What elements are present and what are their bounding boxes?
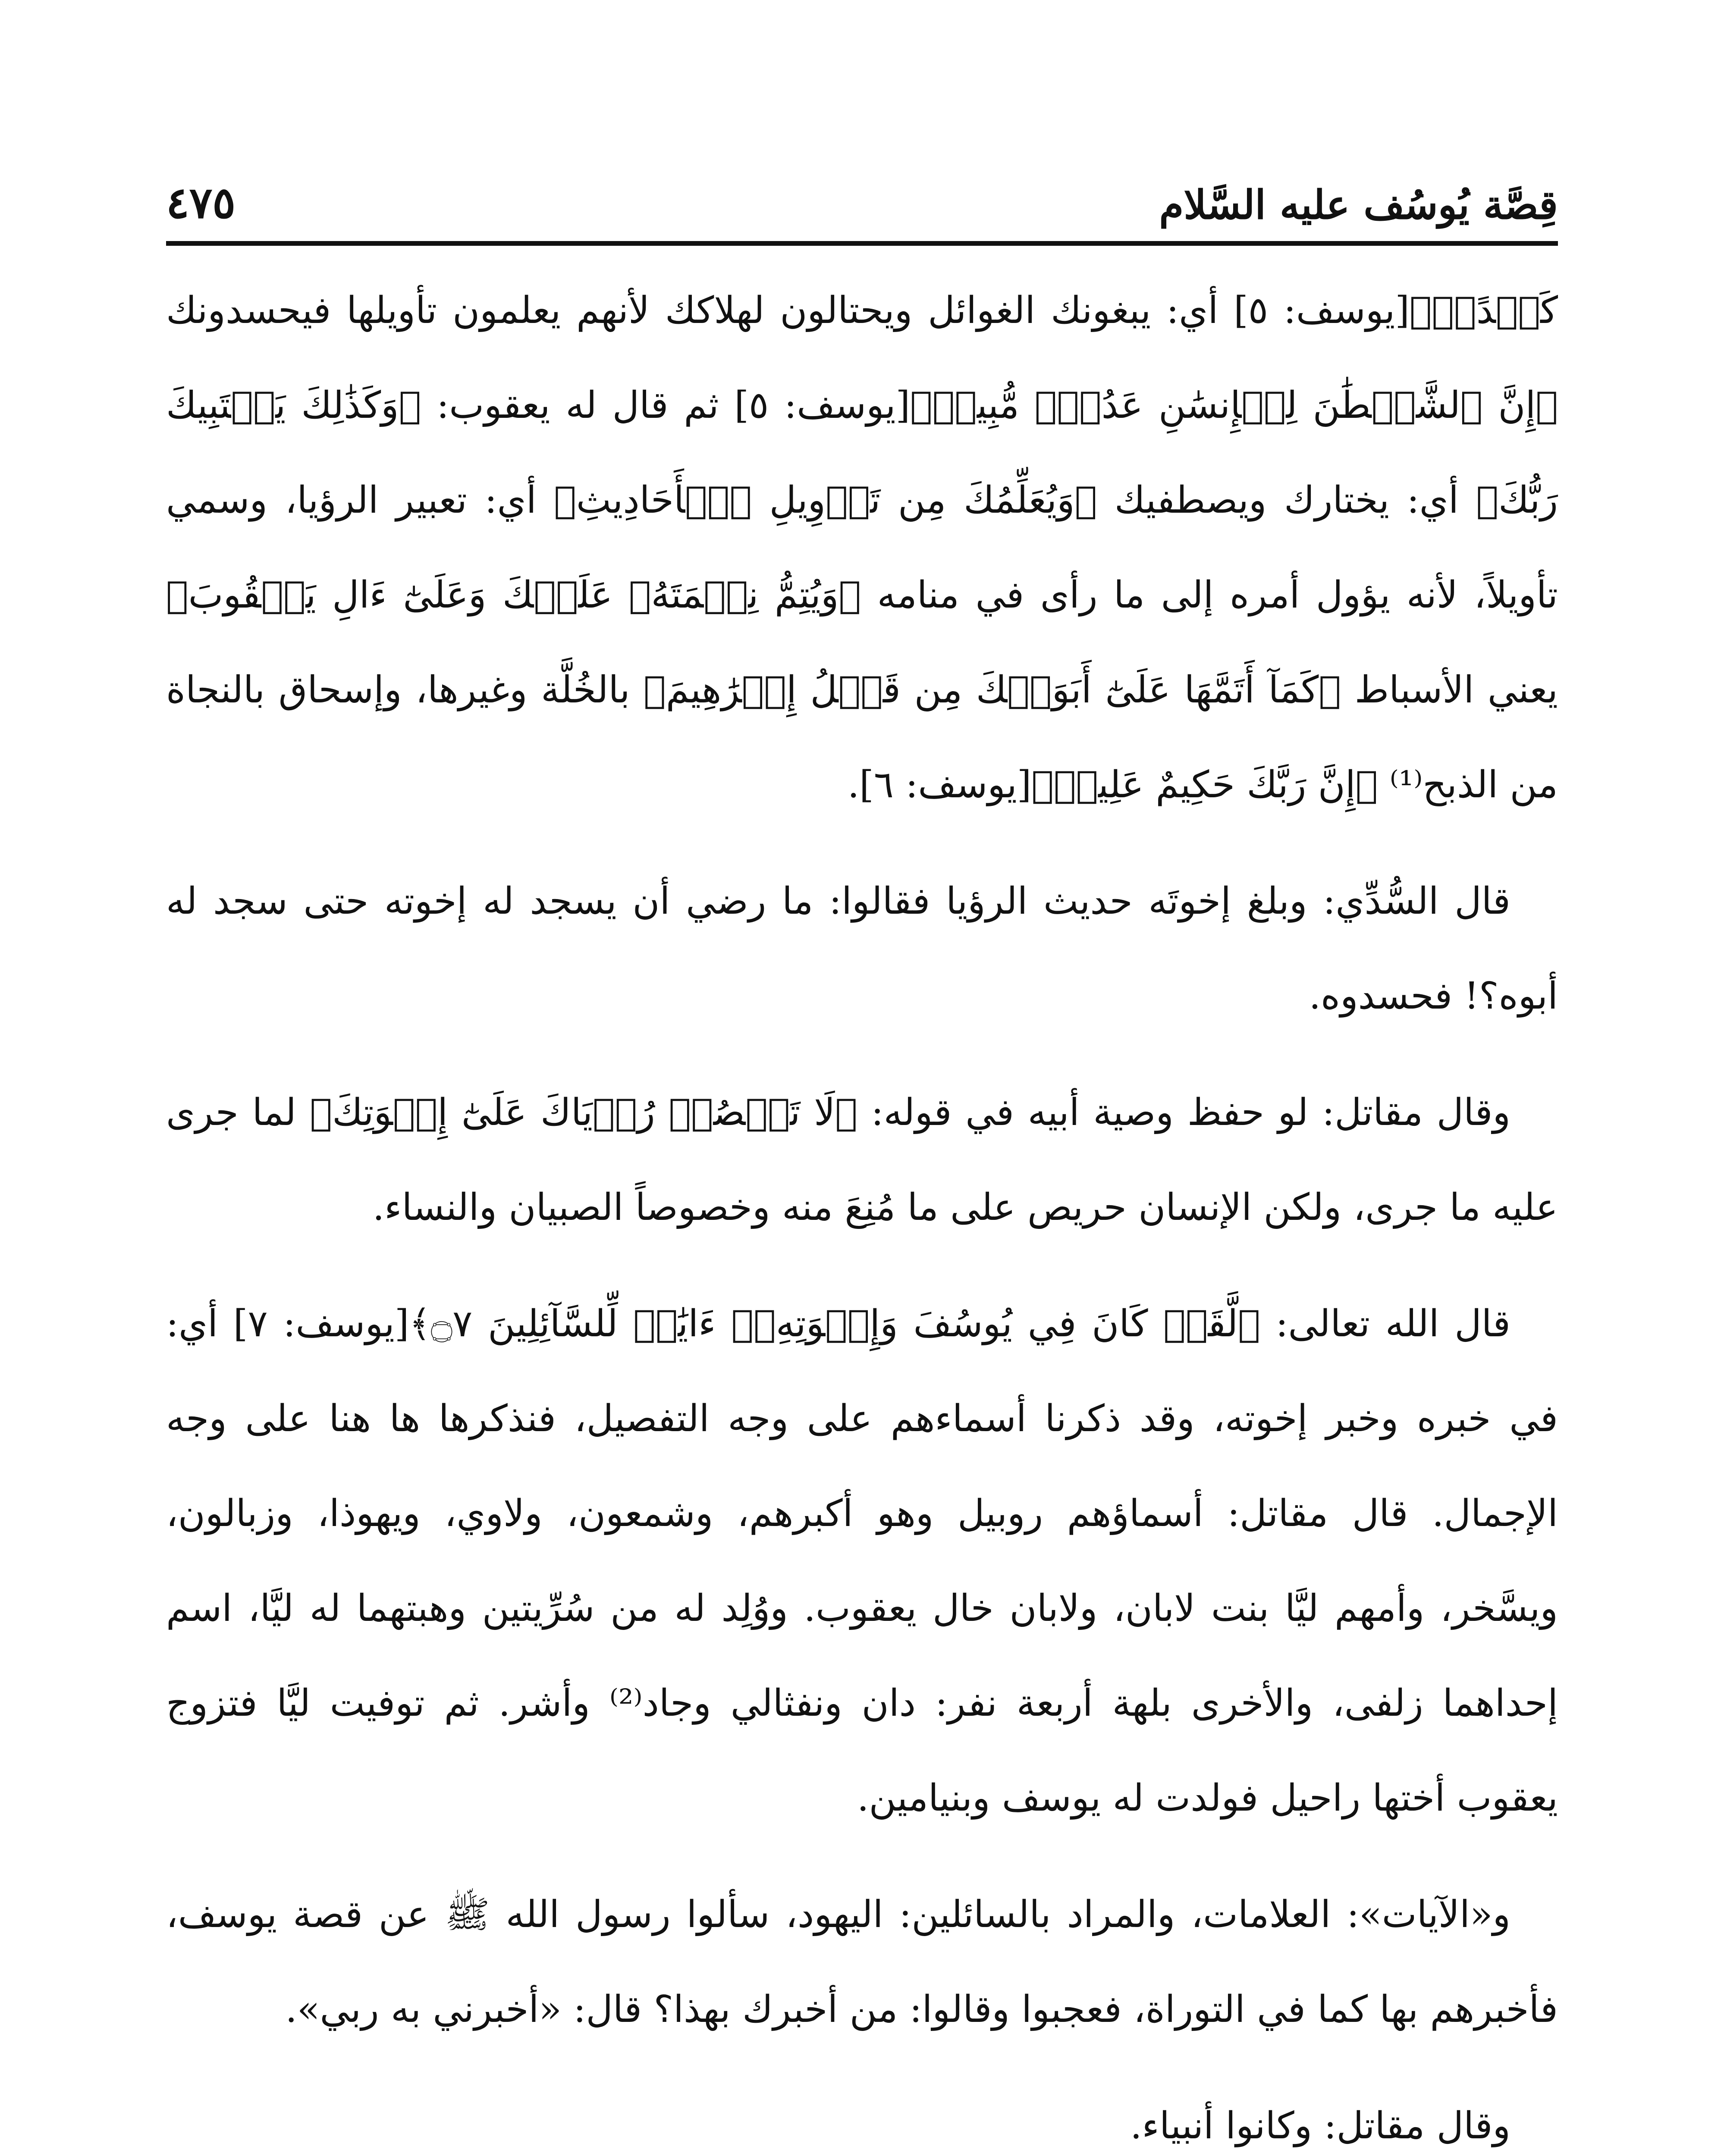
paragraph-6: وقال مقاتل: وكانوا أنبياء.: [1130, 2104, 1510, 2147]
paragraph-2: قال السُّدِّي: وبلغ إخوتَه حديث الرؤيا فقالوا: ما رضي أن يسجد له إخوته حتى سجد له أبوه؟! فحسدوه.: [166, 880, 1558, 1018]
chapter-title: قِصَّة يُوسُف عليه السَّلام: [1159, 182, 1558, 228]
main-text: [166, 263, 1558, 2156]
running-header: [166, 155, 1558, 246]
paragraph-4: قال الله تعالى: ﴿لَّقَدۡ كَانَ فِي يُوسُفَ وَإِخۡوَتِهِۦٓ ءَايَٰتٞ لِّلسَّآئِلِينَ ۝٧﴾[يوسف: ٧] أي: في خبره وخبر إخوته، وقد ذكرنا أسماءهم على وجه التفصيل، فنذكرها ها هنا على وجه الإجمال. قال مقاتل: أسماؤهم روبيل وهو أكبرهم، وشمعون، ولاوي، ويهوذا، وزبالون، ويسَّخر، وأمهم ليَّا بنت لابان، ولابان خال يعقوب. ووُلِد له من سُرِّيتين وهبتهما له ليَّا، اسم إحداهما زلفى، والأخرى بلهة أربعة نفر: دان ونفثالي وجاد⁽²⁾ وأشر. ثم توفيت ليَّا فتزوج يعقوب أختها راحيل فولدت له يوسف وبنيامين.: [166, 1302, 1558, 1820]
paragraph-5: و«الآيات»: العلامات، والمراد بالسائلين: اليهود، سألوا رسول الله ﷺ عن قصة يوسف، فأخبرهم بها كما في التوراة، فعجبوا وقالوا: من أخبرك بهذا؟ قال: «أخبرني به ربي».: [166, 1893, 1558, 2031]
page-number: ٤٧٥: [166, 177, 236, 228]
paragraph-1: كَيۡدًاۖ﴾[يوسف: ٥] أي: يبغونك الغوائل ويحتالون لهلاكك لأنهم يعلمون تأويلها فيحسدونك ﴿إِنَّ ٱلشَّيۡطَٰنَ لِلۡإِنسَٰنِ عَدُوّٞ مُّبِينٞ﴾[يوسف: ٥] ثم قال له يعقوب: ﴿وَكَذَٰلِكَ يَجۡتَبِيكَ رَبُّكَ﴾ أي: يختارك ويصطفيك ﴿وَيُعَلِّمُكَ مِن تَأۡوِيلِ ٱلۡأَحَادِيثِ﴾ أي: تعبير الرؤيا، وسمي تأويلاً، لأنه يؤول أمره إلى ما رأى في منامه ﴿وَيُتِمُّ نِعۡمَتَهُۥ عَلَيۡكَ وَعَلَىٰٓ ءَالِ يَعۡقُوبَ﴾ يعني الأسباط ﴿كَمَآ أَتَمَّهَا عَلَىٰٓ أَبَوَيۡكَ مِن قَبۡلُ إِبۡرَٰهِيمَ﴾ بالخُلَّة وغيرها، وإسحاق بالنجاة من الذبح⁽¹⁾ ﴿إِنَّ رَبَّكَ حَكِيمٌ عَلِيمٞ﴾[يوسف: ٦].: [166, 289, 1558, 806]
paragraph-3: وقال مقاتل: لو حفظ وصية أبيه في قوله: ﴿لَا تَقۡصُصۡ رُءۡيَاكَ عَلَىٰٓ إِخۡوَتِكَ﴾ لما جرى عليه ما جرى، ولكن الإنسان حريص على ما مُنِعَ منه وخصوصاً الصبيان والنساء.: [166, 1091, 1558, 1229]
